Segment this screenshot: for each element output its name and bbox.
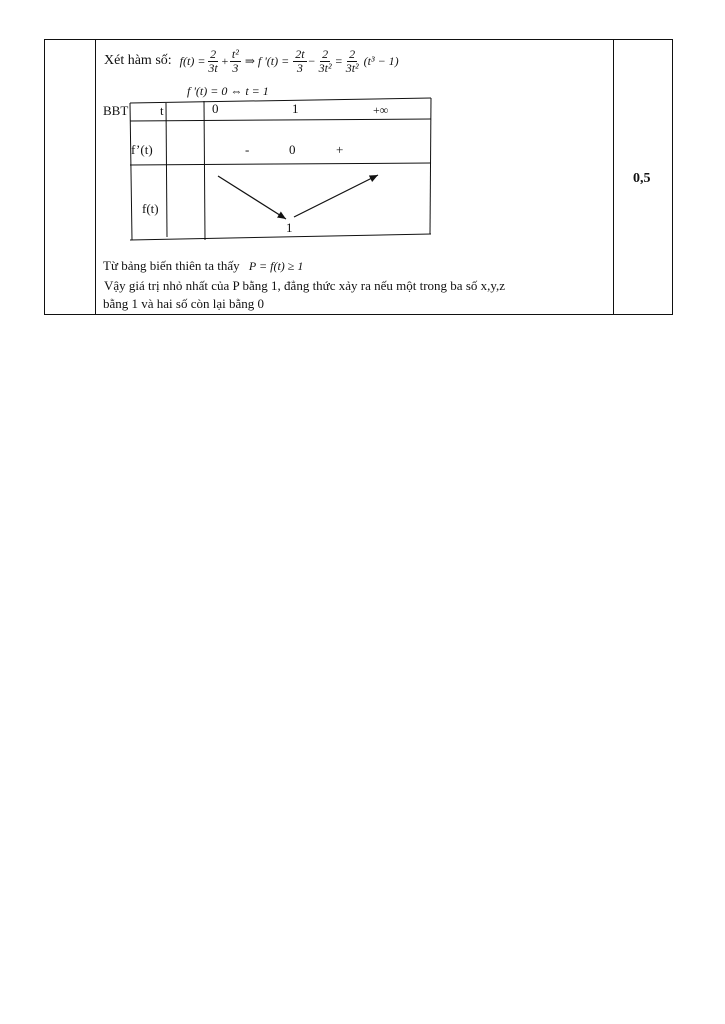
bbt-col-divider-1 — [166, 103, 167, 237]
fraction-2t-over-3: $\frac{2t}{3}$ — [295, 46, 305, 75]
bbt-label: BBT — [103, 103, 129, 118]
bbt-right-border — [430, 98, 431, 234]
row-label-fprime: f’(t) — [131, 142, 153, 157]
derivative-lhs: ⇒ f '(t) = — [244, 53, 290, 68]
factor-t3-minus-1: (t³ − 1) — [363, 53, 399, 68]
bbt-bottom-border — [130, 234, 431, 240]
fraction-t2-over-3: $\frac{\text{t²}}{3}$ — [231, 46, 239, 75]
formula-line: Xét hàm số: f(t) = $\frac{2}{3t}$ + $\frac{\text{t²}}{3}$ ⇒ f '(t) = $\frac{2t}{3}$ − $\frac{2}{\text{3t²}}$ = $\frac{2}{\text{3t²}}$ (t³ − 1) — [104, 46, 399, 75]
table-border-right — [672, 39, 673, 315]
conclusion-line — [103, 258, 303, 274]
conclusion-inequality: P = f(t) ≥ 1 — [248, 259, 304, 273]
consider-label: Xét hàm số: — [104, 53, 172, 68]
column-divider-1 — [95, 39, 96, 315]
score-value: 0,5 — [633, 171, 651, 186]
bbt-row-divider-2 — [130, 163, 431, 165]
fprime-sign-zero: 0 — [289, 142, 296, 157]
column-divider-2 — [613, 39, 614, 315]
f-min-value: 1 — [286, 220, 293, 235]
table-border-bottom — [44, 314, 673, 315]
fraction-2-over-3t: $\frac{2}{3t}$ — [208, 46, 218, 75]
increase-arrow — [294, 175, 378, 217]
critical-point-text: f '(t) = 0 ⇔ t = 1 — [187, 84, 269, 98]
fprime-sign-negative: - — [245, 142, 250, 157]
t-value-1: 1 — [292, 101, 299, 116]
bbt-row-divider-1 — [130, 119, 431, 121]
f-lhs: f(t) = — [179, 53, 206, 68]
conclusion-text: Từ bảng biến thiên ta thấy — [103, 258, 240, 273]
bbt-col-divider-2 — [204, 101, 205, 240]
table-border-left — [44, 39, 45, 315]
final-line-1: Vậy giá trị nhỏ nhất của P bằng 1, đẳng thức xảy ra nếu một trong ba số x,y,z — [101, 278, 506, 293]
final-line-2: bằng 1 và hai số còn lại bằng 0 — [103, 296, 265, 311]
row-label-f: f(t) — [142, 201, 159, 216]
bbt-left-border — [130, 103, 132, 240]
t-value-0: 0 — [212, 101, 219, 116]
fraction-2-over-3t2-b: $\frac{2}{\text{3t²}}$ — [345, 46, 359, 75]
row-label-t: t — [160, 103, 164, 118]
fprime-sign-positive: + — [336, 142, 344, 157]
decrease-arrow — [218, 176, 286, 219]
fraction-2-over-3t2: $\frac{2}{\text{3t²}}$ — [318, 46, 332, 75]
t-value-infinity: +∞ — [373, 103, 389, 117]
table-border-top — [44, 39, 673, 40]
variation-table — [120, 95, 440, 245]
